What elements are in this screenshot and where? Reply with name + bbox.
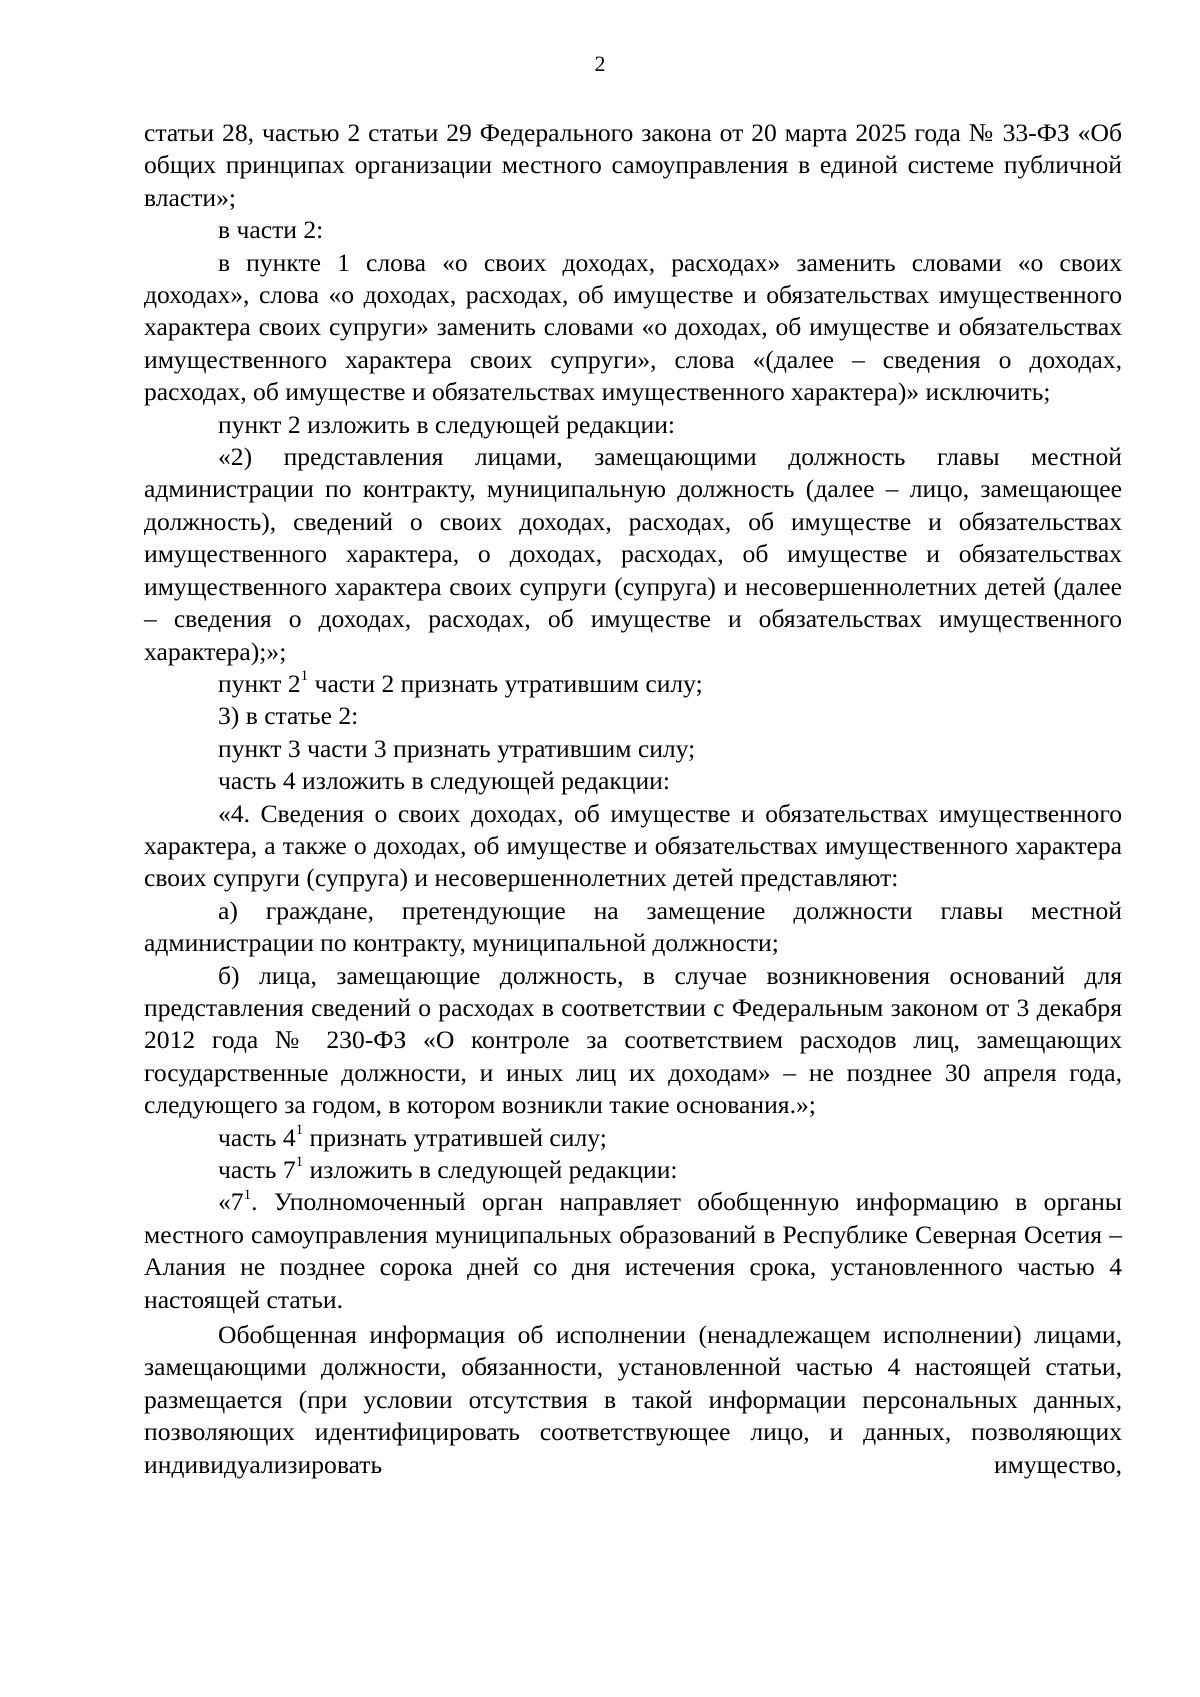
paragraph-14-text-before: часть 7 (218, 1155, 296, 1184)
paragraph-1: статьи 28, частью 2 статьи 29 Федерального закона от 20 марта 2025 года № 33-ФЗ «Об общих принципах организации местного самоуправления в единой системе публичной власти»; (144, 118, 1122, 212)
paragraph-14 (144, 1154, 1122, 1186)
paragraph-13 (144, 1122, 1122, 1154)
paragraph-13-text-after: признать утратившей силу; (303, 1122, 607, 1152)
paragraph-12: б) лица, замещающие должность, в случае возникновения оснований для представления сведений о расходах в соответствии с Федеральным законом от 3 декабря 2012 года № 230-ФЗ «О контроле за соответствием расходов лиц, замещающих государственные должности, и иных лиц их доходам» – не позднее 30 апреля года, следующего за годом, в котором возникли такие основания.»; (144, 960, 1122, 1120)
paragraph-16: Обобщенная информация об исполнении (ненадлежащем исполнении) лицами, замещающими должности, обязанности, установленной частью 4 настоящей статьи, размещается (при условии отсутствия в такой информации персональных данных, позволяющих идентифицировать соответствующее лицо, и данных, позволяющих индивидуализировать имущество, (144, 1320, 1122, 1479)
paragraph-6-text-after: части 2 признать утратившим силу; (308, 668, 703, 698)
paragraph-13-text-before: часть 4 (218, 1122, 296, 1152)
paragraph-15-text-after: . Уполномоченный орган направляет обобщенную информацию в органы местного самоуправления муниципальных образований в Республике Северная Осетия – Алания не позднее сорока дней со дня истечения срока, установленного частью 4 настоящей статьи. (144, 1187, 1122, 1314)
paragraph-3: в пункте 1 слова «о своих доходах, расходах» заменить словами «о своих доходах», слова «о доходах, расходах, об имуществе и обязательствах имущественного характера своих супруги» заменить словами «о доходах, об имуществе и обязательствах имущественного характера своих супруги», слова «(далее – сведения о доходах, расходах, об имуществе и обязательствах имущественного характера)» исключить; (144, 247, 1122, 407)
paragraph-2: в части 2: (218, 215, 324, 245)
paragraph-14-text-after: изложить в следующей редакции: (303, 1155, 678, 1184)
paragraph-10: «4. Сведения о своих доходах, об имуществе и обязательствах имущественного характера, а также о доходах, об имуществе и обязательствах имущественного характера своих супруги (супруга) и несовершеннолетних детей представляют: (144, 798, 1122, 893)
paragraph-4: пункт 2 изложить в следующей редакции: (218, 409, 676, 439)
paragraph-14-superscript: 1 (295, 1154, 304, 1171)
paragraph-11: а) граждане, претендующие на замещение должности главы местной администрации по контракту, муниципальной должности; (144, 895, 1122, 958)
document-body (144, 117, 1122, 1481)
paragraph-7: 3) в статье 2: (218, 701, 359, 731)
paragraph-6-superscript: 1 (300, 668, 309, 685)
paragraph-8: пункт 3 части 3 признать утратившим силу; (218, 733, 696, 763)
paragraph-5: «2) представления лицами, замещающими должность главы местной администрации по контракту, муниципальную должность (далее – лицо, замещающее должность), сведений о своих доходах, расходах, об имуществе и обязательствах имущественного характера, о доходах, расходах, об имуществе и обязательствах имущественного характера своих супруги (супруга) и несовершеннолетних детей (далее – сведения о доходах, расходах, об имуществе и обязательствах имущественного характера);»; (144, 442, 1122, 666)
paragraph-6 (144, 668, 1122, 700)
paragraph-15-text-before: «7 (218, 1187, 244, 1217)
paragraph-6-text-before: пункт 2 (218, 668, 301, 698)
page-number: 2 (594, 51, 606, 76)
paragraph-15-superscript: 1 (243, 1186, 252, 1203)
paragraph-15 (144, 1186, 1122, 1316)
paragraph-13-superscript: 1 (295, 1122, 304, 1139)
paragraph-9: часть 4 изложить в следующей редакции: (218, 766, 670, 796)
